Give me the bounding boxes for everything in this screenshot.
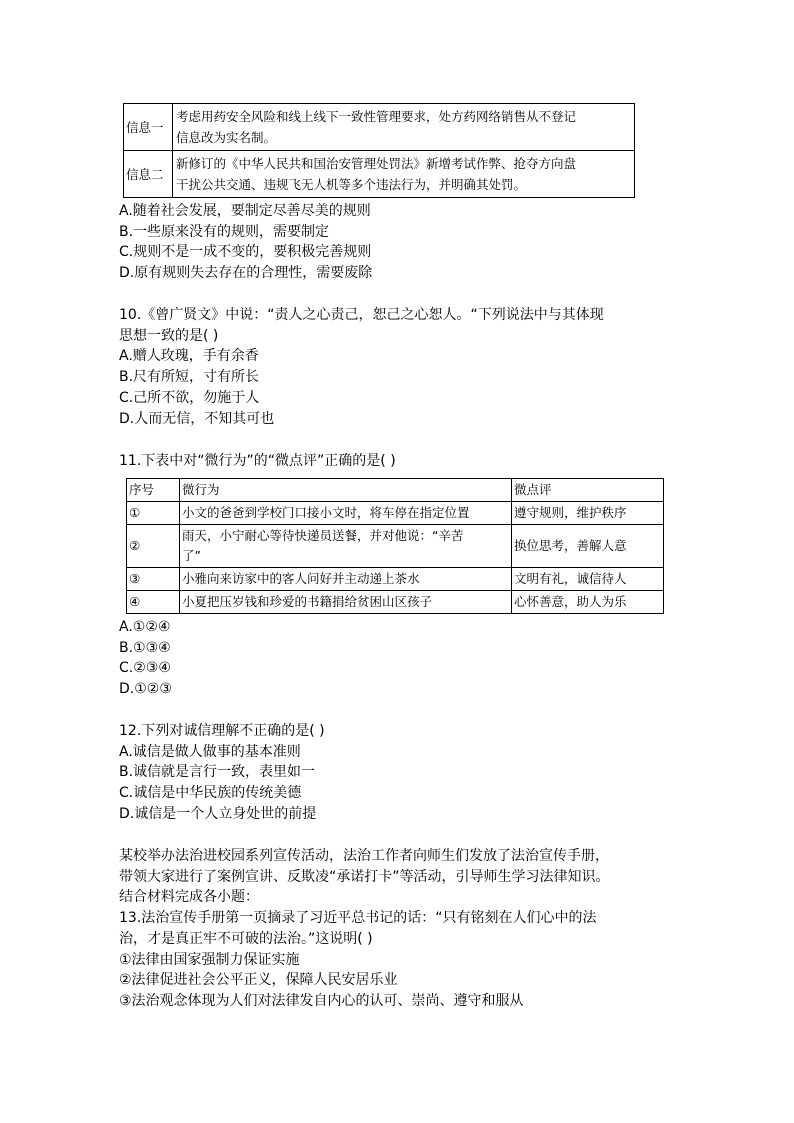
question-stem: 11.下表中对“微行为”的“微点评”正确的是( ) [119, 453, 396, 469]
info-label: 信息一 [124, 104, 173, 151]
q9-options [119, 201, 372, 284]
statement-item: ②法律促进社会公平正义，保障人民安居乐业 [119, 972, 398, 989]
question-stem: 13.法治宣传手册第一页摘录了习近平总书记的话：“只有铭刻在人们心中的法 [119, 910, 597, 927]
option-d: D.人而无信，不知其可也 [119, 410, 275, 427]
option-b: B.尺有所短，寸有所长 [119, 369, 260, 386]
table-row [124, 104, 635, 151]
statement-item: ③法治观念体现为人们对法律发自内心的认可、崇尚、遵守和服从 [119, 992, 524, 1009]
option-c: C.②③④ [119, 660, 171, 677]
option-c: C.诚信是中华民族的传统美德 [119, 785, 302, 802]
option-a: A.随着社会发展，要制定尽善尽美的规则 [119, 203, 371, 219]
option-d: D.诚信是一个人立身处世的前提 [119, 805, 317, 822]
info-content: 新修订的《中华人民共和国治安管理处罚法》新增考试作弊、抢夺方向盘 干扰公共交通、违规飞无人机等多个违法行为，并明确其处罚。 [173, 151, 635, 198]
header-cell: 微行为 [180, 479, 512, 502]
passage-and-q13 [119, 846, 610, 1012]
info-label: 信息二 [124, 151, 173, 198]
question-10 [119, 305, 604, 429]
option-b: B.①③④ [119, 639, 171, 656]
option-c: C.己所不欲，勿施于人 [119, 389, 260, 406]
q11-options [119, 617, 172, 700]
behavior-table [126, 478, 664, 614]
option-b: B.一些原来没有的规则，需要制定 [119, 223, 330, 240]
option-b: B.诚信就是言行一致，表里如一 [119, 764, 316, 781]
question-stem: 10.《曾广贤文》中说：“责人之心责己，恕己之心恕人。“下列说法中与其体现 [119, 307, 604, 323]
info-table [123, 103, 635, 198]
table-header-row [127, 479, 664, 502]
header-cell: 序号 [127, 479, 180, 502]
question-stem: 12.下列对诚信理解不正确的是( ) [119, 723, 325, 739]
option-d: D.①②③ [119, 681, 172, 698]
question-11-stem [119, 451, 396, 472]
table-row: ② 雨天，小宁耐心等待快递员送餐，并对他说：“辛苦 了” 换位思考，善解人意 [127, 525, 664, 568]
table-row: ④ 小夏把压岁钱和珍爱的书籍捐给贫困山区孩子 心怀善意，助人为乐 [127, 591, 664, 614]
option-a: A.赠人玫瑰，手有余香 [119, 348, 259, 365]
info-content: 考虑用药安全风险和线上线下一致性管理要求，处方药网络销售从不登记 信息改为实名制。 [173, 104, 635, 151]
header-cell: 微点评 [512, 479, 664, 502]
option-d: D.原有规则失去存在的合理性，需要废除 [119, 265, 373, 282]
question-stem: 治，才是真正牢不可破的法治。”这说明( ) [119, 930, 373, 947]
passage-line: 结合材料完成各小题： [119, 889, 259, 906]
passage-line: 带领大家进行了案例宣讲、反欺凌“承诺打卡”等活动，引导师生学习法律知识。 [119, 868, 610, 885]
option-a: A.①②④ [119, 619, 171, 635]
statement-item: ①法律由国家强制力保证实施 [119, 951, 300, 968]
table-row: ③ 小雅向来访家中的客人问好并主动递上茶水 文明有礼，诚信待人 [127, 568, 664, 591]
table-row: ① 小文的爸爸到学校门口接小文时，将车停在指定位置 遵守规则，维护秩序 [127, 502, 664, 525]
table-row [124, 151, 635, 198]
option-c: C.规则不是一成不变的，要积极完善规则 [119, 244, 372, 261]
question-12 [119, 721, 325, 825]
option-a: A.诚信是做人做事的基本准则 [119, 743, 301, 760]
question-stem: 思想一致的是( ) [119, 327, 219, 344]
passage-line: 某校举办法治进校园系列宣传活动，法治工作者向师生们发放了法治宣传手册， [119, 848, 609, 864]
